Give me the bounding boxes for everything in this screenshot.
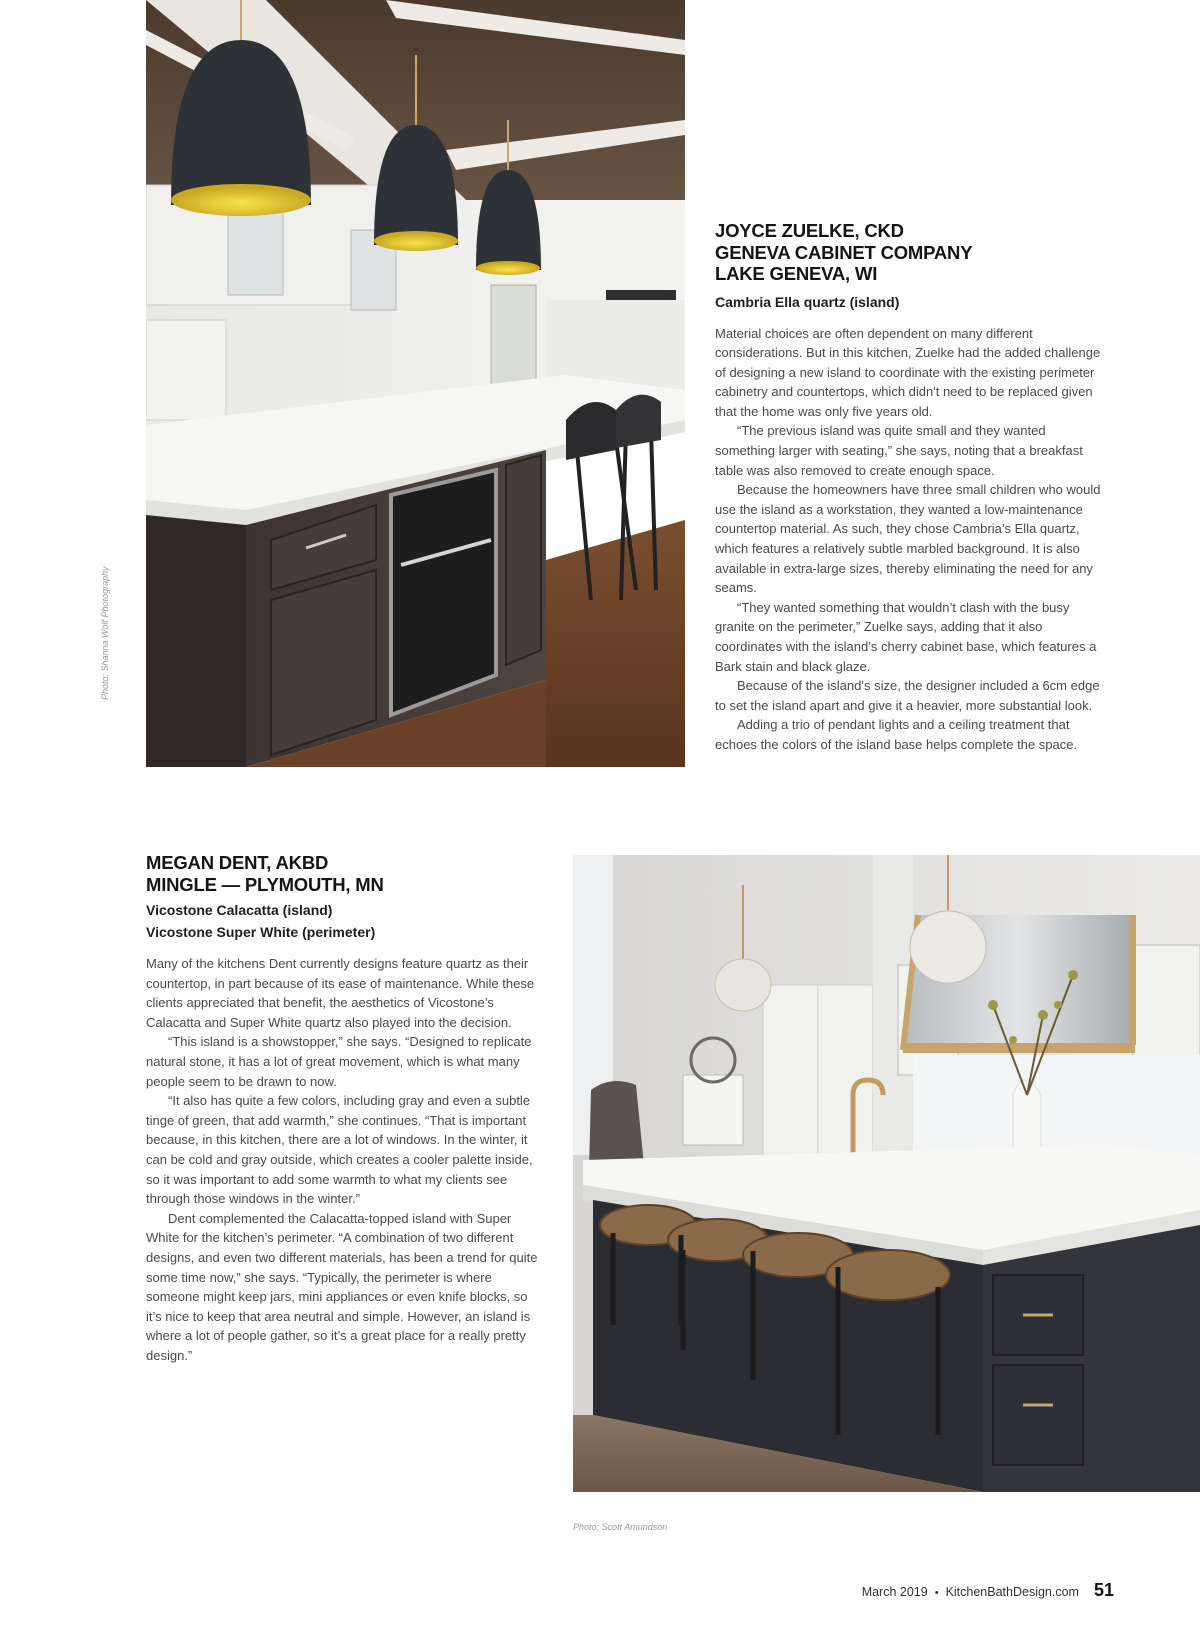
paragraph: “They wanted something that wouldn’t clash with the busy granite on the perimeter,” Zuelke says, adding that it also coordinates with the island’s cherry cabinet base, which features a Bark stain and black glaze. <box>715 599 1097 674</box>
page-number: 51 <box>1093 1580 1114 1600</box>
heading-line-company: MINGLE — PLYMOUTH, MN <box>146 873 384 895</box>
kitchen-photo-1 <box>146 0 685 767</box>
article-body <box>146 954 542 1365</box>
paragraph: “The previous island was quite small and they wanted something larger with seating,” she says, noting that a breakfast table was also removed to create enough space. <box>715 423 1083 478</box>
paragraph: “It also has quite a few colors, including gray and even a subtle tinge of green, that add warmth,” she continues. “That is important because, in this kitchen, there are a lot of windows. In the winter, it can be cold and gray outside, which creates a cooler palette inside, so it was important to add some warmth to what my clients see through those windows in the winter.” <box>146 1093 533 1207</box>
paragraph: Because of the island’s size, the designer included a 6cm edge to set the island apart and give it a heavier, more substantial look. <box>715 678 1100 713</box>
heading-line-name: MEGAN DENT, AKBD <box>146 852 329 873</box>
heading-line-company: GENEVA CABINET COMPANY <box>715 241 973 263</box>
kitchen-island-dark-cherry-illustration <box>146 0 685 767</box>
footer-separator: • <box>934 1587 939 1599</box>
material-subhead: Vicostone Super White (perimeter) <box>146 924 376 940</box>
kitchen-island-white-marble-illustration <box>573 855 1200 1492</box>
heading-line-name: JOYCE ZUELKE, CKD <box>715 220 904 241</box>
paragraph: “This island is a showstopper,” she says. “Designed to replicate natural stone, it has a lot of great movement, which is what many people seem to be drawn to now. <box>146 1034 532 1089</box>
material-subhead: Cambria Ella quartz (island) <box>715 293 900 310</box>
designer-heading <box>146 852 546 895</box>
material-subhead: Vicostone Calacatta (island) <box>146 902 333 918</box>
heading-line-location: LAKE GENEVA, WI <box>715 263 878 284</box>
photo-credit-1: Photo: Shanna Wolf Photography <box>100 566 110 700</box>
designer-heading <box>715 220 1115 285</box>
article-dent <box>146 852 546 1365</box>
article-body <box>715 324 1107 755</box>
page-footer <box>862 1580 1114 1601</box>
paragraph: Material choices are often dependent on many different considerations. But in this kitchen, Zuelke had the added challenge of designing a new island to coordinate with the existing perimeter cabinetry and countertops, which didn't need to be replaced given that the home was only five years old. <box>715 325 1101 419</box>
paragraph: Adding a trio of pendant lights and a ceiling treatment that echoes the colors of the island base helps complete the space. <box>715 717 1078 752</box>
materials-list <box>146 899 546 943</box>
photo-credit-2: Photo: Scott Amundson <box>573 1522 668 1532</box>
paragraph: Dent complemented the Calacatta-topped island with Super White for the kitchen’s perimeter. “A combination of two different designs, and even two different materials, has been a trend for quite some time now,” she says. “Typically, the perimeter is where someone might keep jars, mini appliances or even knife blocks, so it’s nice to keep that area neutral and simple. However, an island is where a lot of people gather, so it’s a great place for a really pretty design.” <box>146 1210 538 1363</box>
kitchen-photo-2 <box>573 855 1200 1492</box>
issue-date: March 2019 <box>861 1585 928 1599</box>
paragraph: Many of the kitchens Dent currently designs feature quartz as their countertop, in part because of its ease of maintenance. While these clients appreciated that benefit, the aesthetics of Vicostone’s Calacatta and Super White quartz also played into the decision. <box>146 956 535 1030</box>
website-name: KitchenBathDesign.com <box>945 1585 1079 1599</box>
article-zuelke <box>715 220 1115 755</box>
paragraph: Because the homeowners have three small children who would use the island as a workstation, they wanted a low-maintenance countertop material. As such, they chose Cambria’s Ella quartz, which features a relatively subtle marbled background. It is also available in extra-large sizes, thereby eliminating the need for any seams. <box>715 482 1101 596</box>
